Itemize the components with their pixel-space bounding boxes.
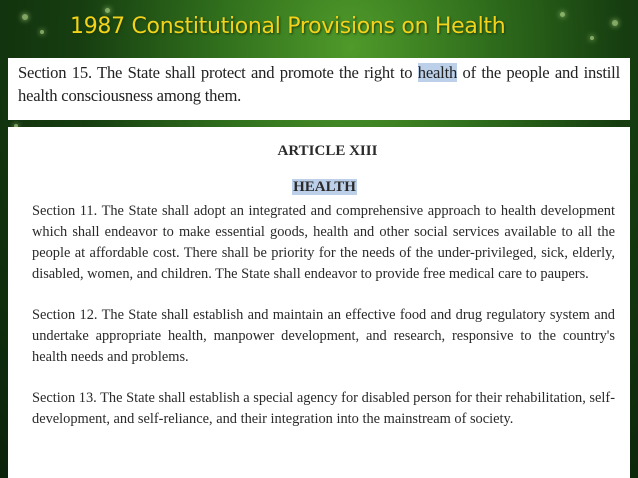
constitution-excerpt-top	[8, 58, 630, 120]
title-band	[0, 0, 638, 58]
slide-title: 1987 Constitutional Provisions on Health	[70, 14, 506, 39]
article-heading: ARTICLE XIII	[277, 143, 378, 159]
section-12: Section 12. The State shall establish and maintain an effective food and drug regulatory system and undertake appropriate health, manpower development, and research, responsive to the country's health needs and problems.	[32, 307, 615, 365]
constitution-excerpt-main	[8, 127, 630, 478]
health-heading-text: HEALTH	[293, 179, 356, 195]
health-heading	[32, 177, 615, 197]
highlighted-word: health	[417, 63, 458, 82]
excerpt-text: of the people and instill health consciousness among them.	[18, 63, 620, 105]
excerpt-text: Section 15. The State shall protect and promote the right to	[18, 63, 418, 82]
section-11: Section 11. The State shall adopt an integrated and comprehensive approach to health development which shall endeavor to make essential goods, health and other social services available to all the people at affordable cost. There shall be priority for the needs of the under-privileged, sick, elderly, disabled, women, and children. The State shall endeavor to provide free medical care to paupers.	[32, 203, 615, 282]
section-13: Section 13. The State shall establish a special agency for disabled person for their rehabilitation, self-development, and self-reliance, and their integration into the mainstream of society.	[32, 390, 615, 427]
